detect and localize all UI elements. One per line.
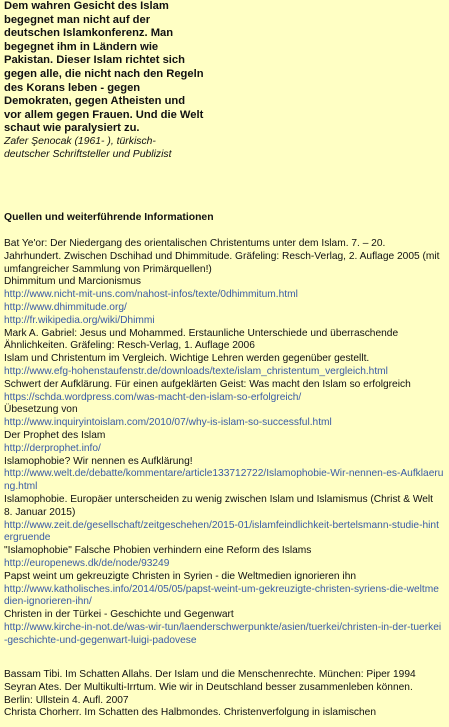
quote-author: Zafer Şenocak (1961- ), türkisch-: [4, 135, 156, 147]
quote-line: begegnet ihm in Ländern wie: [4, 40, 159, 53]
quote-block: [4, 0, 204, 162]
source-link[interactable]: https://schda.wordpress.com/was-macht-den-islam-so-erfolgreich/: [4, 391, 302, 403]
source-link[interactable]: http://www.kirche-in-not.de/was-wir-tun/laenderschwerpunkte/asien/tuerkei/christen-in-der-tuerkei-geschichte-und-gegenwart-luigi-padovese: [4, 621, 442, 646]
source-entry: Der Prophet des Islam: [4, 429, 106, 441]
source-link[interactable]: http://www.welt.de/debatte/kommentare/article133712722/Islamophobie-Wir-nennen-es-Aufklaerung.html: [4, 468, 444, 493]
source-link[interactable]: http://www.nicht-mit-uns.com/nahost-infos/texte/0dhimmitum.html: [4, 289, 298, 301]
source-link[interactable]: http://fr.wikipedia.org/wiki/Dhimmi: [4, 314, 155, 326]
source-entry: Papst weint um gekreuzigte Christen in Syrien - die Weltmedien ignorieren ihn: [4, 570, 357, 582]
source-entry: Christen in der Türkei - Geschichte und Gegenwart: [4, 609, 234, 621]
source-entry: Islamophobie. Europäer unterscheiden zu wenig zwischen Islam und Islamismus (Christ & Welt 8. Januar 2015): [4, 493, 434, 518]
source-link[interactable]: http://www.zeit.de/gesellschaft/zeitgeschehen/2015-01/islamfeindlichkeit-bertelsmann-studie-hintergruende: [4, 519, 439, 544]
source-entry: Mark A. Gabriel: Jesus und Mohammed. Erstaunliche Unterschiede und überraschende Ähnlichkeiten. Gräfeling: Resch-Verlag, 1. Auflage 2006: [4, 327, 399, 352]
book-entry: Bassam Tibi. Im Schatten Allahs. Der Islam und die Menschenrechte. München: Piper 1994: [4, 669, 416, 680]
source-link[interactable]: http://europenews.dk/de/node/93249: [4, 557, 170, 569]
source-link[interactable]: http://www.dhimmitude.org/: [4, 301, 127, 313]
source-entry: Übesetzung von: [4, 404, 78, 416]
source-entry: Schwert der Aufklärung. Für einen aufgeklärten Geist: Was macht den Islam so erfolgreich: [4, 378, 411, 390]
source-entry: Islamophobie? Wir nennen es Aufklärung!: [4, 455, 193, 467]
source-link[interactable]: http://www.efg-hohenstaufenstr.de/downloads/texte/islam_christentum_vergleich.html: [4, 365, 388, 377]
quote-author-description: deutscher Schriftsteller und Publizist: [4, 148, 172, 160]
sources-list: [4, 238, 444, 648]
quote-line: gegen alle, die nicht nach den Regeln: [4, 67, 204, 80]
source-entry: Dhimmitum und Marcionismus: [4, 276, 141, 288]
sources-heading: Quellen und weiterführende Informationen: [4, 212, 214, 223]
source-entry: Bat Ye'or: Der Niedergang des orientalischen Christentums unter dem Islam. 7. – 20. Jahrhundert. Zwischen Dschihad und Dhimmitude. Gräfeling: Resch-Verlag, 2. Auflage 2005 (mit umfangreicher Sammlung von Primärquellen!): [4, 238, 440, 275]
book-entry: Christa Chorherr. Im Schatten des Halbmondes. Christenverfolgung in islamischen: [4, 707, 377, 719]
book-entry: Seyran Ates. Der Multikulti-Irrtum. Wie wir in Deutschland besser zusammenleben können. Berlin: Ullstein 4. Aufl. 2007: [4, 681, 413, 706]
quote-line: Pakistan. Dieser Islam richtet sich: [4, 54, 185, 67]
source-entry: "Islamophobie" Falsche Phobien verhindern eine Reform des Islams: [4, 545, 312, 557]
source-link[interactable]: http://derprophet.info/: [4, 442, 101, 454]
quote-line: Dem wahren Gesicht des Islam: [4, 0, 169, 12]
quote-line: begegnet man nicht auf der: [4, 13, 151, 26]
quote-line: des Korans leben - gegen: [4, 81, 141, 94]
quote-line: deutschen Islamkonferenz. Man: [4, 27, 174, 40]
books-list: [4, 669, 444, 720]
source-link[interactable]: http://www.katholisches.info/2014/05/05/papst-weint-um-gekreuzigte-christen-syriens-die-weltmedien-ignorieren-ihn/: [4, 583, 439, 608]
quote-line: Demokraten, gegen Atheisten und: [4, 95, 186, 108]
quote-line: vor allem gegen Frauen. Und die Welt: [4, 108, 204, 121]
source-entry: Islam und Christentum im Vergleich. Wichtige Lehren werden gegenüber gestellt.: [4, 353, 370, 365]
quote-line: schaut wie paralysiert zu.: [4, 122, 140, 135]
source-link[interactable]: http://www.inquiryintoislam.com/2010/07/why-is-islam-so-successful.html: [4, 417, 332, 429]
